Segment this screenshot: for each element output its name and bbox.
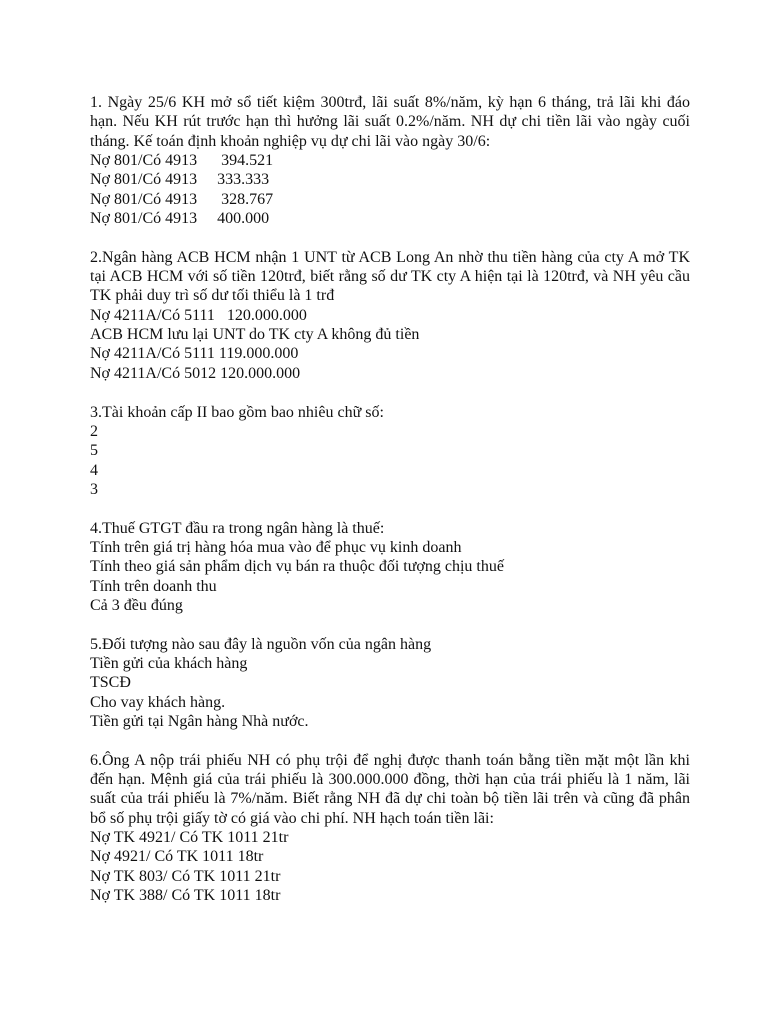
question-5 <box>90 635 690 732</box>
answer-option: Nợ 801/Có 4913 394.521 <box>90 152 274 170</box>
answer-option: Nợ 4211A/Có 5012 120.000.000 <box>90 364 301 382</box>
answer-option: 3 <box>90 480 98 498</box>
answer-option: Tiền gửi tại Ngân hàng Nhà nước. <box>90 713 309 730</box>
answer-option: Tiền gửi của khách hàng <box>90 654 248 672</box>
question-4 <box>90 519 690 616</box>
answer-option: Tính trên doanh thu <box>90 577 217 595</box>
question-stem: 4.Thuế GTGT đầu ra trong ngân hàng là thuế: <box>90 519 385 537</box>
answer-option: 5 <box>90 442 98 460</box>
question-stem: 5.Đối tượng nào sau đây là nguồn vốn của ngân hàng <box>90 635 432 653</box>
document-page <box>90 93 690 925</box>
answer-option: Nợ 801/Có 4913 400.000 <box>90 210 270 228</box>
answer-option: Nợ TK 388/ Có TK 1011 18tr <box>90 887 281 905</box>
answer-option: Nợ 801/Có 4913 328.767 <box>90 190 274 208</box>
answer-option: TSCĐ <box>90 674 131 692</box>
answer-option: Nợ TK 4921/ Có TK 1011 21tr <box>90 829 289 847</box>
question-stem: 6.Ông A nộp trái phiếu NH có phụ trội để nghị được thanh toán bằng tiền mặt một lần khi đến hạn. Mệnh giá của trái phiếu là 300.000.000 đồng, thời hạn của trái phiếu là 1 năm, lãi suất của trái phiếu là 7%/năm. Biết rằng NH đã dự chi toàn bộ tiền lãi trên và cũng đã phân bổ số phụ trội giấy tờ có giá vào chi phí. NH hạch toán tiền lãi: <box>90 751 690 827</box>
answer-option: Nợ 4211A/Có 5111 119.000.000 <box>90 345 299 363</box>
answer-option: Nợ 4921/ Có TK 1011 18tr <box>90 848 264 866</box>
question-stem: 3.Tài khoản cấp II bao gồm bao nhiêu chữ số: <box>90 403 384 421</box>
answer-option: Tính theo giá sản phẩm dịch vụ bán ra thuộc đối tượng chịu thuế <box>90 558 504 576</box>
answer-option: Tính trên giá trị hàng hóa mua vào để phục vụ kinh doanh <box>90 538 462 556</box>
answer-option: Nợ 801/Có 4913 333.333 <box>90 171 270 189</box>
question-stem: 2.Ngân hàng ACB HCM nhận 1 UNT từ ACB Long An nhờ thu tiền hàng của cty A mở TK tại ACB HCM với số tiền 120trđ, biết rằng số dư TK cty A hiện tại là 120trđ, và NH yêu cầu TK phải duy trì số dư tối thiểu là 1 trđ <box>90 248 690 305</box>
answer-option: ACB HCM lưu lại UNT do TK cty A không đủ tiền <box>90 326 420 344</box>
answer-option: Nợ 4211A/Có 5111 120.000.000 <box>90 306 307 324</box>
question-2 <box>90 248 690 383</box>
question-6 <box>90 751 690 906</box>
answer-option: Cả 3 đều đúng <box>90 596 183 614</box>
answer-option: Cho vay khách hàng. <box>90 693 226 711</box>
answer-option: 4 <box>90 461 98 479</box>
question-1 <box>90 93 690 228</box>
answer-option: Nợ TK 803/ Có TK 1011 21tr <box>90 867 281 885</box>
answer-option: 2 <box>90 422 98 440</box>
question-3 <box>90 403 690 500</box>
question-stem: 1. Ngày 25/6 KH mở sổ tiết kiệm 300trđ, lãi suất 8%/năm, kỳ hạn 6 tháng, trả lãi khi đáo hạn. Nếu KH rút trước hạn thì hưởng lãi suất 0.2%/năm. NH dự chi tiền lãi vào ngày cuối tháng. Kế toán định khoản nghiệp vụ dự chi lãi vào ngày 30/6: <box>90 94 690 150</box>
